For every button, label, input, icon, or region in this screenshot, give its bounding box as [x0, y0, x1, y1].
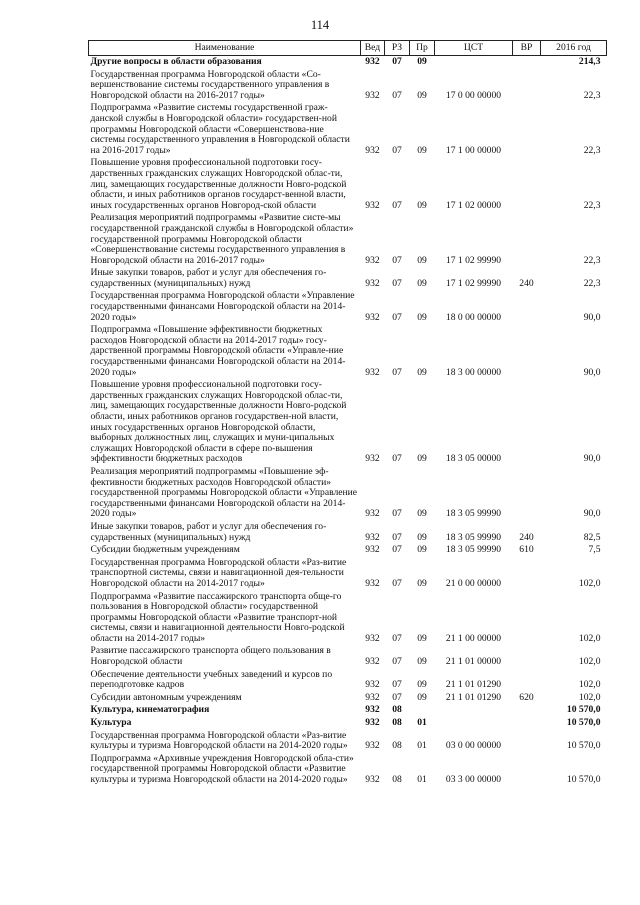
cell-pr: 09 — [417, 508, 427, 520]
cell-rz: 07 — [392, 144, 402, 156]
table-row — [89, 717, 607, 730]
cell-ved: 932 — [365, 366, 380, 378]
cell-rz: 07 — [392, 691, 402, 703]
cell-cst: 17 0 00 00000 — [445, 89, 502, 101]
cell-ved: 932 — [365, 531, 380, 543]
table-row — [89, 753, 607, 787]
table-row — [89, 591, 607, 646]
cell-pr: 09 — [417, 366, 427, 378]
cell-name: Государственная программа Новгородской области «Управление государственными финансами Новгородской области на 2014-2020 годы» — [90, 290, 355, 323]
cell-rz: 07 — [392, 199, 402, 211]
table-row — [89, 56, 607, 69]
table-row — [89, 267, 607, 290]
cell-vr — [513, 290, 541, 324]
cell-ved: 932 — [365, 740, 380, 752]
cell-name: Подпрограмма «Архивные учреждения Новгородской обла-сти» государственной программы Новгородской области «Развитие культуры и туризма Новгородской области на 2014-2020 годы» — [90, 752, 354, 785]
cell-cst — [435, 717, 513, 730]
cell-amount: 102,0 — [578, 679, 601, 691]
cell-vr — [513, 730, 541, 753]
cell-ved: 932 — [365, 691, 380, 703]
cell-name: Культура — [90, 717, 132, 729]
cell-amount: 10 570,0 — [566, 704, 601, 716]
table-row — [89, 669, 607, 692]
cell-cst: 21 1 01 00000 — [445, 656, 502, 668]
cell-amount: 22,3 — [583, 199, 601, 211]
cell-ved: 932 — [365, 277, 380, 289]
table-row — [89, 466, 607, 521]
cell-pr: 09 — [417, 144, 427, 156]
table-header — [89, 41, 607, 56]
cell-amount: 102,0 — [578, 632, 601, 644]
column-header-cst: ЦСТ — [435, 41, 513, 56]
cell-amount: 10 570,0 — [566, 717, 601, 729]
cell-amount: 102,0 — [578, 656, 601, 668]
cell-vr — [513, 591, 541, 646]
cell-name: Повышение уровня профессиональной подготовки госу-дарственных гражданских служащих Новгородской облас-ти, лиц, замещающих государственные должности Новго-родской области, и иных работников органов государст-венной власти, иных государственных органов Новгород-ской области — [90, 157, 347, 211]
cell-amount: 82,5 — [583, 531, 601, 543]
cell-vr — [513, 704, 541, 717]
table-row — [89, 69, 607, 103]
cell-cst: 21 1 01 01290 — [445, 691, 502, 703]
cell-rz: 08 — [392, 704, 402, 716]
table-row — [89, 730, 607, 753]
cell-name: Государственная программа Новгородской области «Раз-витие культуры и туризма Новгородской области на 2014-2020 годы» — [90, 729, 348, 752]
cell-amount: 102,0 — [578, 577, 601, 589]
cell-rz: 07 — [392, 89, 402, 101]
cell-pr — [410, 704, 435, 717]
cell-amount: 90,0 — [583, 453, 601, 465]
cell-cst — [435, 704, 513, 717]
table-row — [89, 692, 607, 705]
cell-cst: 17 1 02 99990 — [445, 254, 502, 266]
cell-pr: 09 — [417, 199, 427, 211]
column-header-pr: Пр — [410, 41, 435, 56]
cell-rz: 07 — [392, 453, 402, 465]
cell-name: Повышение уровня профессиональной подготовки госу-дарственных гражданских служащих Новгородской облас-ти, лиц, замещающих государственные должности Новго-родской области, иных работников органов государствен-ной власти, иных государственных органов Новгородской области, выборных должностных лиц, служащих и муни-ципальных служащих Новгородской области в сфере по-вышения эффективности бюджетных расходов — [90, 379, 347, 465]
cell-vr: 620 — [519, 691, 534, 703]
cell-ved: 932 — [365, 199, 380, 211]
cell-amount: 214,3 — [578, 56, 601, 67]
cell-rz: 07 — [392, 632, 402, 644]
cell-pr: 09 — [417, 691, 427, 703]
cell-rz: 08 — [392, 740, 402, 752]
cell-vr — [513, 645, 541, 668]
cell-name: Государственная программа Новгородской области «Раз-витие транспортной системы, связи и навигационной дея-тельности Новгородской области на 2014-2017 годы» — [90, 556, 347, 589]
cell-rz: 07 — [392, 254, 402, 266]
cell-cst: 18 3 05 99990 — [445, 508, 502, 520]
cell-cst: 17 1 02 99990 — [445, 277, 502, 289]
cell-vr — [513, 557, 541, 591]
cell-cst: 03 0 00 00000 — [445, 740, 502, 752]
cell-amount: 22,3 — [583, 277, 601, 289]
cell-name: Реализация мероприятий подпрограммы «Развитие систе-мы государственной гражданской службы в Новгородской области» государственной программы Новгородской области «Совершенствование системы государственного управления в Новгородской области на 2016-2017 годы» — [90, 212, 354, 266]
cell-rz: 07 — [392, 311, 402, 323]
cell-ved: 932 — [365, 704, 380, 716]
table-row — [89, 704, 607, 717]
cell-ved: 932 — [365, 679, 380, 691]
table-row — [89, 157, 607, 212]
cell-name: Государственная программа Новгородской области «Со-вершенствование системы государственного управления в Новгородской области на 2016-2017 годы» — [90, 68, 330, 101]
cell-pr: 09 — [417, 311, 427, 323]
cell-amount: 90,0 — [583, 366, 601, 378]
cell-pr: 09 — [417, 277, 427, 289]
cell-vr — [513, 466, 541, 521]
cell-name: Субсидии бюджетным учреждениям — [90, 544, 240, 556]
cell-name: Реализация мероприятий подпрограммы «Повышение эф-фективности бюджетных расходов Новгородской области» государственной программы Новгородской области «Управление государственными финансами Новгородской области на 2014-2020 годы» — [90, 465, 358, 520]
cell-vr — [513, 753, 541, 787]
cell-pr: 01 — [417, 774, 427, 785]
cell-cst — [435, 56, 513, 69]
table-row — [89, 544, 607, 557]
cell-pr: 01 — [417, 717, 427, 729]
cell-pr: 09 — [417, 453, 427, 465]
cell-rz: 08 — [392, 774, 402, 785]
table-row — [89, 645, 607, 668]
cell-cst: 17 1 02 00000 — [445, 199, 502, 211]
cell-ved: 932 — [365, 89, 380, 101]
cell-cst: 18 0 00 00000 — [445, 311, 502, 323]
cell-ved: 932 — [365, 656, 380, 668]
cell-cst: 18 3 05 99990 — [445, 531, 502, 543]
cell-ved: 932 — [365, 544, 380, 556]
cell-vr — [513, 56, 541, 69]
cell-pr: 09 — [417, 632, 427, 644]
cell-cst: 21 1 00 00000 — [445, 632, 502, 644]
cell-name: Развитие пассажирского транспорта общего пользования в Новгородской области — [90, 645, 331, 668]
cell-cst: 18 3 05 99990 — [445, 544, 502, 556]
cell-name: Иные закупки товаров, работ и услуг для обеспечения го-сударственных (муниципальных) нужд — [90, 520, 327, 543]
column-header-vr: ВР — [513, 41, 541, 56]
cell-pr: 09 — [417, 544, 427, 556]
cell-vr — [513, 212, 541, 267]
cell-vr: 240 — [519, 531, 534, 543]
cell-name: Подпрограмма «Развитие системы государственной граж-данской службы в Новгородской области» государствен-ной программы Новгородской области «Совершенствова-ние системы государственного управления в Новгородской области на 2016-2017 годы» — [90, 102, 350, 156]
cell-ved: 932 — [365, 632, 380, 644]
cell-pr: 09 — [417, 531, 427, 543]
cell-vr — [513, 157, 541, 212]
cell-name: Культура, кинематография — [90, 704, 210, 716]
table-row — [89, 290, 607, 324]
table-row — [89, 557, 607, 591]
cell-vr: 240 — [519, 277, 534, 289]
cell-vr — [513, 379, 541, 466]
cell-vr — [513, 69, 541, 103]
cell-pr: 09 — [417, 89, 427, 101]
cell-cst: 21 1 01 01290 — [445, 679, 502, 691]
column-header-name: Наименование — [89, 41, 361, 56]
cell-ved: 932 — [365, 508, 380, 520]
page-number: 114 — [310, 18, 330, 32]
table-row — [89, 521, 607, 544]
cell-rz: 07 — [392, 277, 402, 289]
cell-name: Субсидии автономным учреждениям — [90, 691, 242, 703]
cell-amount: 22,3 — [583, 254, 601, 266]
cell-cst: 03 3 00 00000 — [445, 774, 502, 785]
column-header-ved: Вед — [361, 41, 385, 56]
cell-pr: 09 — [417, 56, 427, 67]
cell-ved: 932 — [365, 577, 380, 589]
cell-pr: 09 — [417, 577, 427, 589]
budget-table — [88, 40, 607, 787]
cell-rz: 07 — [392, 544, 402, 556]
cell-amount: 7,5 — [588, 544, 601, 556]
cell-rz: 07 — [392, 679, 402, 691]
cell-vr — [513, 717, 541, 730]
cell-ved: 932 — [365, 774, 380, 785]
cell-amount: 22,3 — [583, 89, 601, 101]
cell-amount: 90,0 — [583, 508, 601, 520]
cell-name: Обеспечение деятельности учебных заведений и курсов по переподготовке кадров — [90, 668, 333, 691]
cell-vr: 610 — [519, 544, 534, 556]
cell-ved: 932 — [365, 254, 380, 266]
cell-cst: 17 1 00 00000 — [445, 144, 502, 156]
table-row — [89, 324, 607, 379]
cell-rz: 07 — [392, 366, 402, 378]
cell-vr — [513, 324, 541, 379]
cell-amount: 10 570,0 — [566, 740, 601, 752]
cell-name: Подпрограмма «Развитие пассажирского транспорта обще-го пользования в Новгородской области» государственной программы Новгородской области «Развитие транспорт-ной системы, связи и навигационной деятельности Новго-родской области на 2014-2017 годы» — [90, 590, 345, 644]
cell-amount: 10 570,0 — [566, 774, 601, 785]
cell-ved: 932 — [365, 144, 380, 156]
cell-name: Подпрограмма «Повышение эффективности бюджетных расходов Новгородской области на 2014-2017 годы» госу-дарственной программы Новгородской области «Управле-ние государственными финансами Новгородской области на 2014-2020 годы» — [90, 324, 346, 378]
cell-ved: 932 — [365, 311, 380, 323]
table-row — [89, 102, 607, 157]
cell-cst: 18 3 05 00000 — [445, 453, 502, 465]
cell-cst: 21 0 00 00000 — [445, 577, 502, 589]
cell-rz: 08 — [392, 717, 402, 729]
cell-ved: 932 — [365, 717, 380, 729]
cell-pr: 09 — [417, 679, 427, 691]
cell-rz: 07 — [392, 577, 402, 589]
cell-rz: 07 — [392, 656, 402, 668]
table-row — [89, 212, 607, 267]
cell-amount: 102,0 — [578, 691, 601, 703]
cell-ved: 932 — [365, 453, 380, 465]
table-row — [89, 379, 607, 466]
cell-name: Иные закупки товаров, работ и услуг для обеспечения го-сударственных (муниципальных) нужд — [90, 267, 327, 289]
column-header-rz: РЗ — [385, 41, 410, 56]
cell-rz: 07 — [392, 531, 402, 543]
cell-pr: 01 — [417, 740, 427, 752]
cell-pr: 09 — [417, 254, 427, 266]
cell-rz: 07 — [392, 56, 402, 67]
cell-vr — [513, 669, 541, 692]
cell-vr — [513, 102, 541, 157]
cell-amount: 90,0 — [583, 311, 601, 323]
column-header-year: 2016 год — [541, 41, 607, 56]
cell-cst: 18 3 00 00000 — [445, 366, 502, 378]
cell-ved: 932 — [365, 56, 380, 67]
cell-rz: 07 — [392, 508, 402, 520]
cell-amount: 22,3 — [583, 144, 601, 156]
cell-pr: 09 — [417, 656, 427, 668]
cell-name: Другие вопросы в области образования — [90, 56, 262, 67]
table-body — [89, 56, 607, 787]
